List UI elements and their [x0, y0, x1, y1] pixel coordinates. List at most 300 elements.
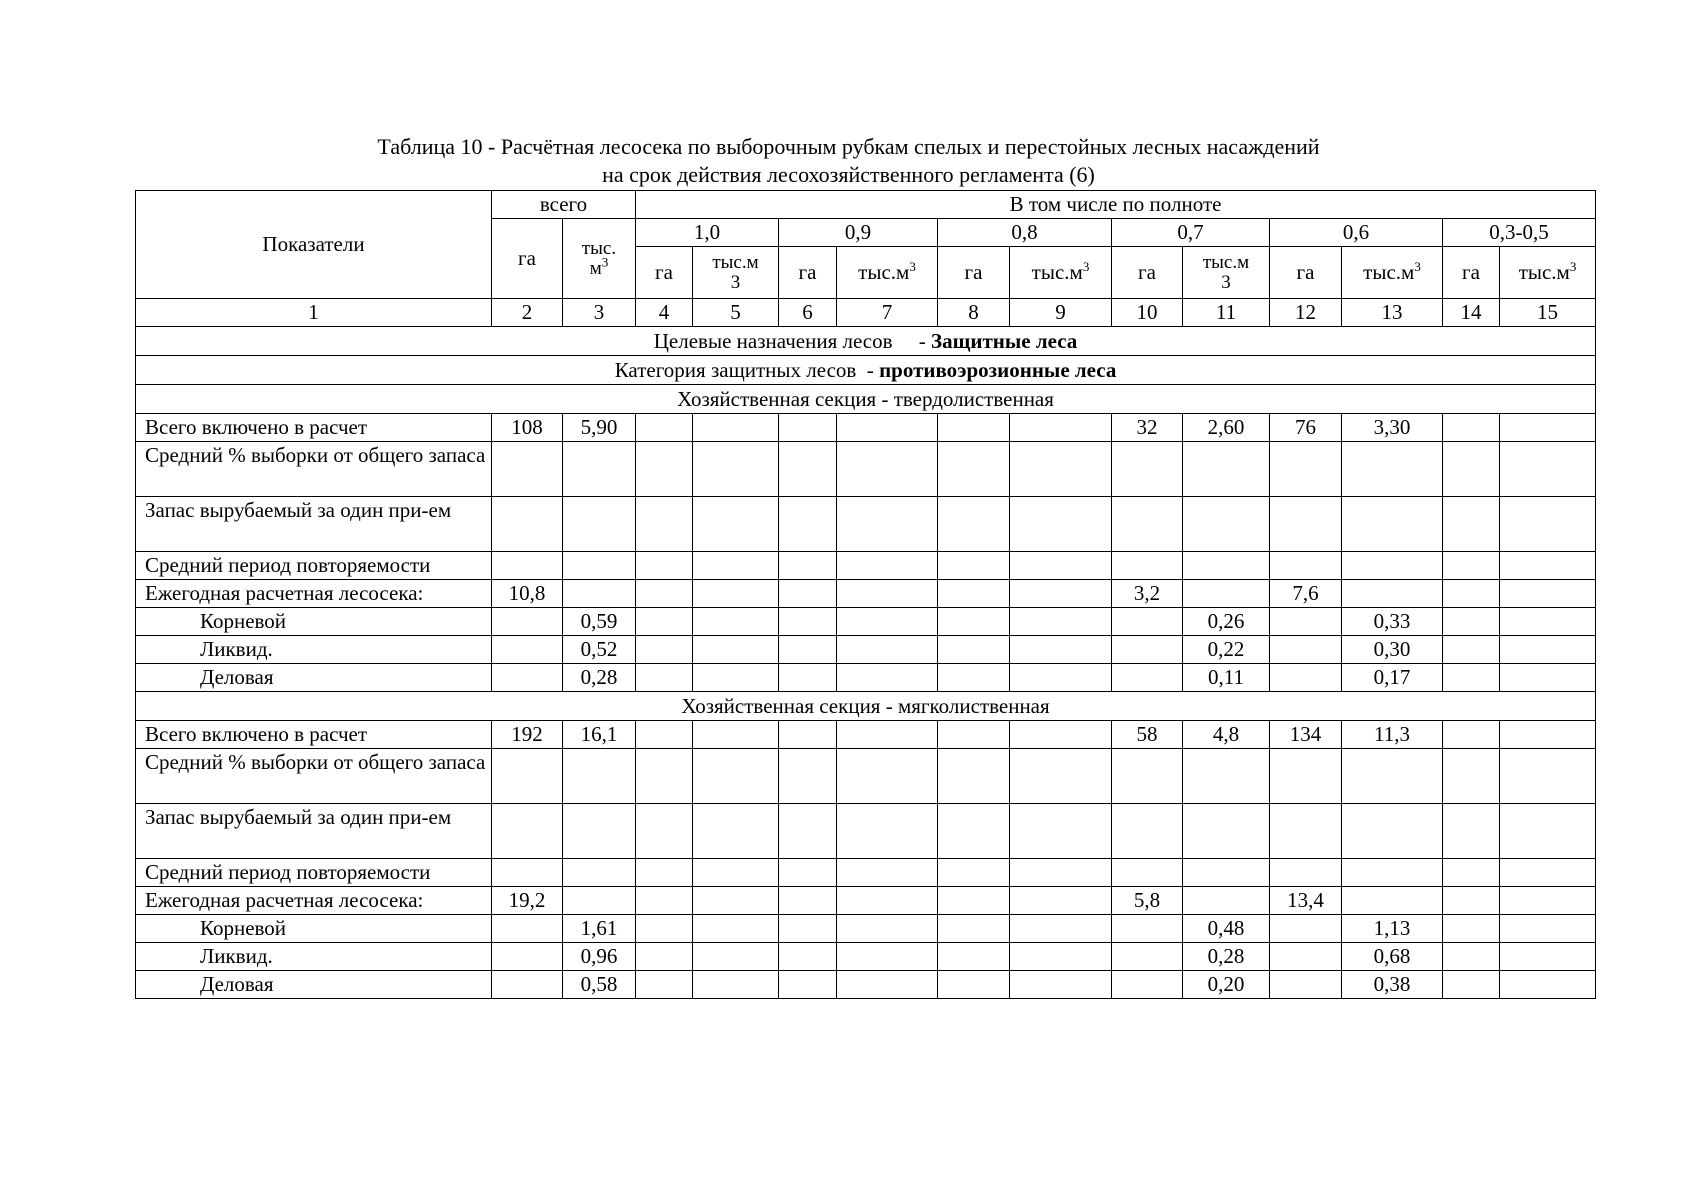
row-label: Ликвид. — [136, 943, 492, 971]
forest-purpose — [136, 327, 1596, 356]
table-cell — [1112, 442, 1183, 497]
superscript-3: 3 — [909, 259, 916, 274]
table-cell: 108 — [492, 414, 563, 442]
table-cell — [779, 497, 837, 552]
table-cell — [1270, 552, 1342, 580]
row-label: Деловая — [136, 664, 492, 692]
table-cell — [1183, 749, 1270, 804]
table-cell — [837, 608, 938, 636]
table-cell — [1270, 664, 1342, 692]
table-cell — [1112, 497, 1183, 552]
table-row — [136, 887, 1596, 915]
subheader-ha: га — [1443, 247, 1500, 299]
table-cell — [1270, 497, 1342, 552]
table-cell: 0,96 — [563, 943, 636, 971]
table-cell — [492, 971, 563, 999]
table-cell — [636, 497, 693, 552]
table-cell: 0,33 — [1342, 608, 1443, 636]
table-cell: 0,17 — [1342, 664, 1443, 692]
table-cell — [1270, 804, 1342, 859]
column-number: 13 — [1342, 299, 1443, 327]
table-cell — [1010, 580, 1112, 608]
table-cell — [563, 552, 636, 580]
table-cell — [779, 971, 837, 999]
thous-m-label: тыс.м — [712, 251, 759, 273]
table-cell — [492, 442, 563, 497]
table-cell — [693, 804, 779, 859]
table-cell — [1500, 414, 1596, 442]
table-cell — [779, 442, 837, 497]
row-label: Ежегодная расчетная лесосека: — [136, 887, 492, 915]
column-number: 2 — [492, 299, 563, 327]
table-cell: 11,3 — [1342, 721, 1443, 749]
thous-m-label: тыс.м — [1363, 260, 1415, 284]
table-cell — [1443, 915, 1500, 943]
table-cell — [636, 804, 693, 859]
table-cell — [938, 442, 1010, 497]
table-cell — [492, 749, 563, 804]
table-cell — [938, 414, 1010, 442]
table-row — [136, 414, 1596, 442]
column-number: 3 — [563, 299, 636, 327]
table-cell — [636, 887, 693, 915]
row-label: Всего включено в расчет — [136, 414, 492, 442]
table-cell — [779, 721, 837, 749]
superscript-3: 3 — [1569, 259, 1577, 274]
density-0-9: 0,9 — [779, 219, 938, 247]
table-cell — [1010, 943, 1112, 971]
table-cell — [1270, 971, 1342, 999]
table-row — [136, 442, 1596, 497]
row-label: Ликвид. — [136, 636, 492, 664]
table-cell: 0,38 — [1342, 971, 1443, 999]
table-cell — [1443, 608, 1500, 636]
table-cell — [1010, 749, 1112, 804]
table-cell — [1010, 664, 1112, 692]
cutting-area-table — [135, 190, 1596, 999]
header-including: В том числе по полноте — [636, 191, 1596, 219]
subheader-thous-m3 — [1010, 247, 1112, 299]
header-row-1 — [136, 191, 1596, 219]
subheader-thous-m3 — [837, 247, 938, 299]
table-row — [136, 497, 1596, 552]
table-row — [136, 804, 1596, 859]
table-cell — [779, 804, 837, 859]
table-cell — [779, 636, 837, 664]
table-cell — [1270, 859, 1342, 887]
row-label: Средний % выборки от общего запаса — [136, 749, 492, 804]
table-cell — [693, 414, 779, 442]
table-cell: 0,68 — [1342, 943, 1443, 971]
table-cell — [1183, 552, 1270, 580]
column-number: 7 — [837, 299, 938, 327]
table-cell: 7,6 — [1270, 580, 1342, 608]
table-cell — [492, 636, 563, 664]
table-cell — [1183, 859, 1270, 887]
table-cell — [837, 943, 938, 971]
table-cell — [636, 414, 693, 442]
table-cell — [636, 971, 693, 999]
table-cell — [1112, 804, 1183, 859]
table-cell — [1443, 971, 1500, 999]
table-cell — [837, 887, 938, 915]
table-cell — [693, 442, 779, 497]
table-cell — [693, 580, 779, 608]
table-cell — [837, 442, 938, 497]
table-cell — [1112, 971, 1183, 999]
header-total-m-label: м — [589, 257, 602, 279]
table-cell — [636, 608, 693, 636]
row-label: Всего включено в расчет — [136, 721, 492, 749]
superscript-3: 3 — [601, 254, 609, 270]
table-cell — [837, 971, 938, 999]
table-cell — [563, 804, 636, 859]
row-label: Ежегодная расчетная лесосека: — [136, 580, 492, 608]
table-cell — [938, 608, 1010, 636]
table-cell — [1010, 497, 1112, 552]
header-total: всего — [492, 191, 636, 219]
table-row — [136, 664, 1596, 692]
column-number: 1 — [136, 299, 492, 327]
table-cell — [837, 749, 938, 804]
table-cell — [1183, 887, 1270, 915]
table-cell: 0,52 — [563, 636, 636, 664]
table-cell — [1010, 552, 1112, 580]
table-cell — [1443, 859, 1500, 887]
column-number: 12 — [1270, 299, 1342, 327]
table-cell — [837, 414, 938, 442]
forest-purpose-row — [136, 327, 1596, 356]
table-cell — [563, 497, 636, 552]
table-cell: 2,60 — [1183, 414, 1270, 442]
table-cell — [1443, 804, 1500, 859]
table-cell — [693, 664, 779, 692]
table-cell — [938, 887, 1010, 915]
table-cell — [1443, 721, 1500, 749]
table-cell — [1010, 636, 1112, 664]
thous-m-exponent: 3 — [1221, 271, 1231, 293]
table-cell — [1270, 636, 1342, 664]
thous-m-label: тыс.м — [1518, 260, 1570, 284]
table-cell: 32 — [1112, 414, 1183, 442]
table-cell — [1443, 497, 1500, 552]
column-number: 5 — [693, 299, 779, 327]
table-row — [136, 721, 1596, 749]
row-label: Запас вырубаемый за один при-ем — [136, 804, 492, 859]
subheader-thous-m-stacked — [1183, 247, 1270, 299]
table-cell — [1010, 804, 1112, 859]
column-number: 11 — [1183, 299, 1270, 327]
table-cell — [693, 971, 779, 999]
table-cell — [1112, 608, 1183, 636]
table-cell: 5,8 — [1112, 887, 1183, 915]
section-heading: Хозяйственная секция - мягколиственная — [136, 692, 1596, 721]
column-number: 4 — [636, 299, 693, 327]
table-cell — [1342, 859, 1443, 887]
table-cell — [837, 552, 938, 580]
forest-category-label: Категория защитных лесов - — [614, 357, 880, 382]
table-cell — [492, 804, 563, 859]
table-cell — [1342, 442, 1443, 497]
table-cell — [1342, 497, 1443, 552]
subheader-thous-m3 — [1342, 247, 1443, 299]
table-cell — [1270, 608, 1342, 636]
table-cell: 192 — [492, 721, 563, 749]
table-row — [136, 971, 1596, 999]
table-row — [136, 636, 1596, 664]
subheader-ha: га — [1112, 247, 1183, 299]
table-cell — [1270, 915, 1342, 943]
column-number: 15 — [1500, 299, 1596, 327]
table-cell — [938, 915, 1010, 943]
caption-line-1: Таблица 10 - Расчётная лесосека по выборочным рубкам спелых и перестойных лесных насаждений — [377, 134, 1320, 159]
table-cell — [636, 552, 693, 580]
table-cell — [563, 749, 636, 804]
table-cell: 16,1 — [563, 721, 636, 749]
table-cell — [1500, 442, 1596, 497]
row-label: Средний период повторяемости — [136, 552, 492, 580]
table-row — [136, 943, 1596, 971]
table-cell — [492, 859, 563, 887]
table-cell — [636, 636, 693, 664]
table-cell — [636, 859, 693, 887]
table-cell — [1183, 497, 1270, 552]
superscript-3: 3 — [1414, 259, 1421, 274]
row-label: Запас вырубаемый за один при-ем — [136, 497, 492, 552]
table-cell — [779, 552, 837, 580]
subheader-thous-m-stacked — [693, 247, 779, 299]
table-cell — [636, 943, 693, 971]
table-cell — [1010, 971, 1112, 999]
table-cell — [938, 552, 1010, 580]
table-cell — [938, 721, 1010, 749]
table-cell — [1443, 442, 1500, 497]
header-total-ha: га — [492, 219, 563, 299]
table-cell — [1112, 749, 1183, 804]
table-cell — [1183, 580, 1270, 608]
table-cell — [1010, 887, 1112, 915]
table-cell — [693, 943, 779, 971]
density-0-6: 0,6 — [1270, 219, 1443, 247]
table-cell — [1112, 915, 1183, 943]
table-row — [136, 580, 1596, 608]
table-cell — [693, 497, 779, 552]
table-cell — [1112, 859, 1183, 887]
table-row — [136, 749, 1596, 804]
table-cell — [563, 859, 636, 887]
table-cell — [938, 859, 1010, 887]
subheader-ha: га — [1270, 247, 1342, 299]
thous-m-exponent: 3 — [730, 271, 741, 293]
table-cell — [938, 804, 1010, 859]
table-cell — [1500, 804, 1596, 859]
forest-category-value: противоэрозионные леса — [879, 357, 1117, 382]
table-cell — [1183, 442, 1270, 497]
density-0-7: 0,7 — [1112, 219, 1270, 247]
table-cell — [779, 414, 837, 442]
table-cell: 3,2 — [1112, 580, 1183, 608]
table-cell — [693, 749, 779, 804]
table-cell — [938, 636, 1010, 664]
table-cell — [492, 608, 563, 636]
row-label: Средний период повторяемости — [136, 859, 492, 887]
table-cell — [492, 497, 563, 552]
table-cell — [1443, 636, 1500, 664]
table-cell: 19,2 — [492, 887, 563, 915]
table-cell — [779, 608, 837, 636]
table-cell — [779, 887, 837, 915]
table-cell — [693, 859, 779, 887]
table-cell: 0,20 — [1183, 971, 1270, 999]
table-cell — [1500, 497, 1596, 552]
table-cell — [563, 887, 636, 915]
table-cell — [1342, 887, 1443, 915]
table-cell — [1500, 859, 1596, 887]
section-heading-row — [136, 385, 1596, 414]
table-cell — [1010, 608, 1112, 636]
table-cell: 1,13 — [1342, 915, 1443, 943]
table-cell — [1010, 414, 1112, 442]
table-cell: 10,8 — [492, 580, 563, 608]
table-cell — [492, 552, 563, 580]
table-cell: 1,61 — [563, 915, 636, 943]
header-total-thous-label: тыс. — [581, 237, 617, 259]
table-cell — [837, 580, 938, 608]
column-number-row — [136, 299, 1596, 327]
table-cell — [1443, 749, 1500, 804]
table-cell — [837, 804, 938, 859]
table-cell — [636, 664, 693, 692]
table-cell: 13,4 — [1270, 887, 1342, 915]
table-cell — [1010, 915, 1112, 943]
table-caption — [0, 133, 1697, 189]
table-cell — [1342, 804, 1443, 859]
forest-purpose-label: Целевые назначения лесов - — [653, 328, 932, 353]
table-cell — [1500, 887, 1596, 915]
table-cell: 0,59 — [563, 608, 636, 636]
table-cell — [938, 664, 1010, 692]
table-cell — [693, 721, 779, 749]
table-cell — [492, 915, 563, 943]
table-cell — [1443, 887, 1500, 915]
table-cell: 0,11 — [1183, 664, 1270, 692]
table-cell — [636, 915, 693, 943]
column-number: 6 — [779, 299, 837, 327]
table-cell — [1500, 664, 1596, 692]
header-indicators: Показатели — [136, 191, 492, 299]
thous-m-label: тыс.м — [1031, 260, 1083, 284]
table-cell — [1010, 442, 1112, 497]
table-cell — [779, 859, 837, 887]
table-cell — [779, 943, 837, 971]
table-cell — [779, 580, 837, 608]
table-cell — [1500, 943, 1596, 971]
row-label: Корневой — [136, 915, 492, 943]
table-cell — [1500, 636, 1596, 664]
table-cell: 0,26 — [1183, 608, 1270, 636]
table-cell — [837, 915, 938, 943]
column-number: 14 — [1443, 299, 1500, 327]
table-body — [136, 191, 1596, 999]
table-cell — [1342, 552, 1443, 580]
table-cell: 134 — [1270, 721, 1342, 749]
table-cell: 0,28 — [563, 664, 636, 692]
row-label: Деловая — [136, 971, 492, 999]
table-cell — [1112, 636, 1183, 664]
table-cell — [693, 915, 779, 943]
forest-purpose-value: Защитные леса — [931, 328, 1078, 353]
table-cell — [1443, 580, 1500, 608]
table-cell — [1500, 608, 1596, 636]
table-cell: 0,22 — [1183, 636, 1270, 664]
table-cell — [693, 636, 779, 664]
table-cell — [693, 887, 779, 915]
thous-m-label: тыс.м — [858, 260, 910, 284]
caption-line-2: на срок действия лесохозяйственного регламента (6) — [602, 162, 1095, 187]
density-0-8: 0,8 — [938, 219, 1112, 247]
column-number: 9 — [1010, 299, 1112, 327]
table-cell — [938, 971, 1010, 999]
forest-category-row — [136, 356, 1596, 385]
table-cell — [563, 442, 636, 497]
section-heading: Хозяйственная секция - твердолиственная — [136, 385, 1596, 414]
table-cell — [779, 915, 837, 943]
table-cell — [1112, 664, 1183, 692]
table-cell — [1270, 749, 1342, 804]
table-cell — [1500, 552, 1596, 580]
table-cell: 3,30 — [1342, 414, 1443, 442]
table-cell — [938, 497, 1010, 552]
table-cell — [1500, 580, 1596, 608]
table-cell — [1010, 721, 1112, 749]
table-cell — [1183, 804, 1270, 859]
table-cell — [492, 943, 563, 971]
table-cell: 76 — [1270, 414, 1342, 442]
subheader-thous-m3 — [1500, 247, 1596, 299]
table-cell — [563, 580, 636, 608]
table-cell — [1500, 915, 1596, 943]
table-row — [136, 915, 1596, 943]
table-row — [136, 552, 1596, 580]
table-cell: 4,8 — [1183, 721, 1270, 749]
density-0-3-0-5: 0,3-0,5 — [1443, 219, 1596, 247]
table-cell — [837, 859, 938, 887]
header-total-thous-m3 — [563, 219, 636, 299]
table-cell — [1443, 414, 1500, 442]
table-cell — [1443, 664, 1500, 692]
table-row — [136, 859, 1596, 887]
table-cell — [938, 749, 1010, 804]
table-cell — [1342, 749, 1443, 804]
table-cell — [837, 721, 938, 749]
table-cell — [1112, 943, 1183, 971]
subheader-ha: га — [636, 247, 693, 299]
table-cell — [636, 580, 693, 608]
table-cell — [1500, 749, 1596, 804]
density-1-0: 1,0 — [636, 219, 779, 247]
table-cell — [779, 664, 837, 692]
row-label: Корневой — [136, 608, 492, 636]
table-cell — [492, 664, 563, 692]
table-cell — [1342, 580, 1443, 608]
table-cell — [636, 721, 693, 749]
subheader-ha: га — [779, 247, 837, 299]
table-cell — [636, 749, 693, 804]
subheader-ha: га — [938, 247, 1010, 299]
table-cell — [938, 580, 1010, 608]
table-cell — [837, 497, 938, 552]
table-cell — [938, 943, 1010, 971]
